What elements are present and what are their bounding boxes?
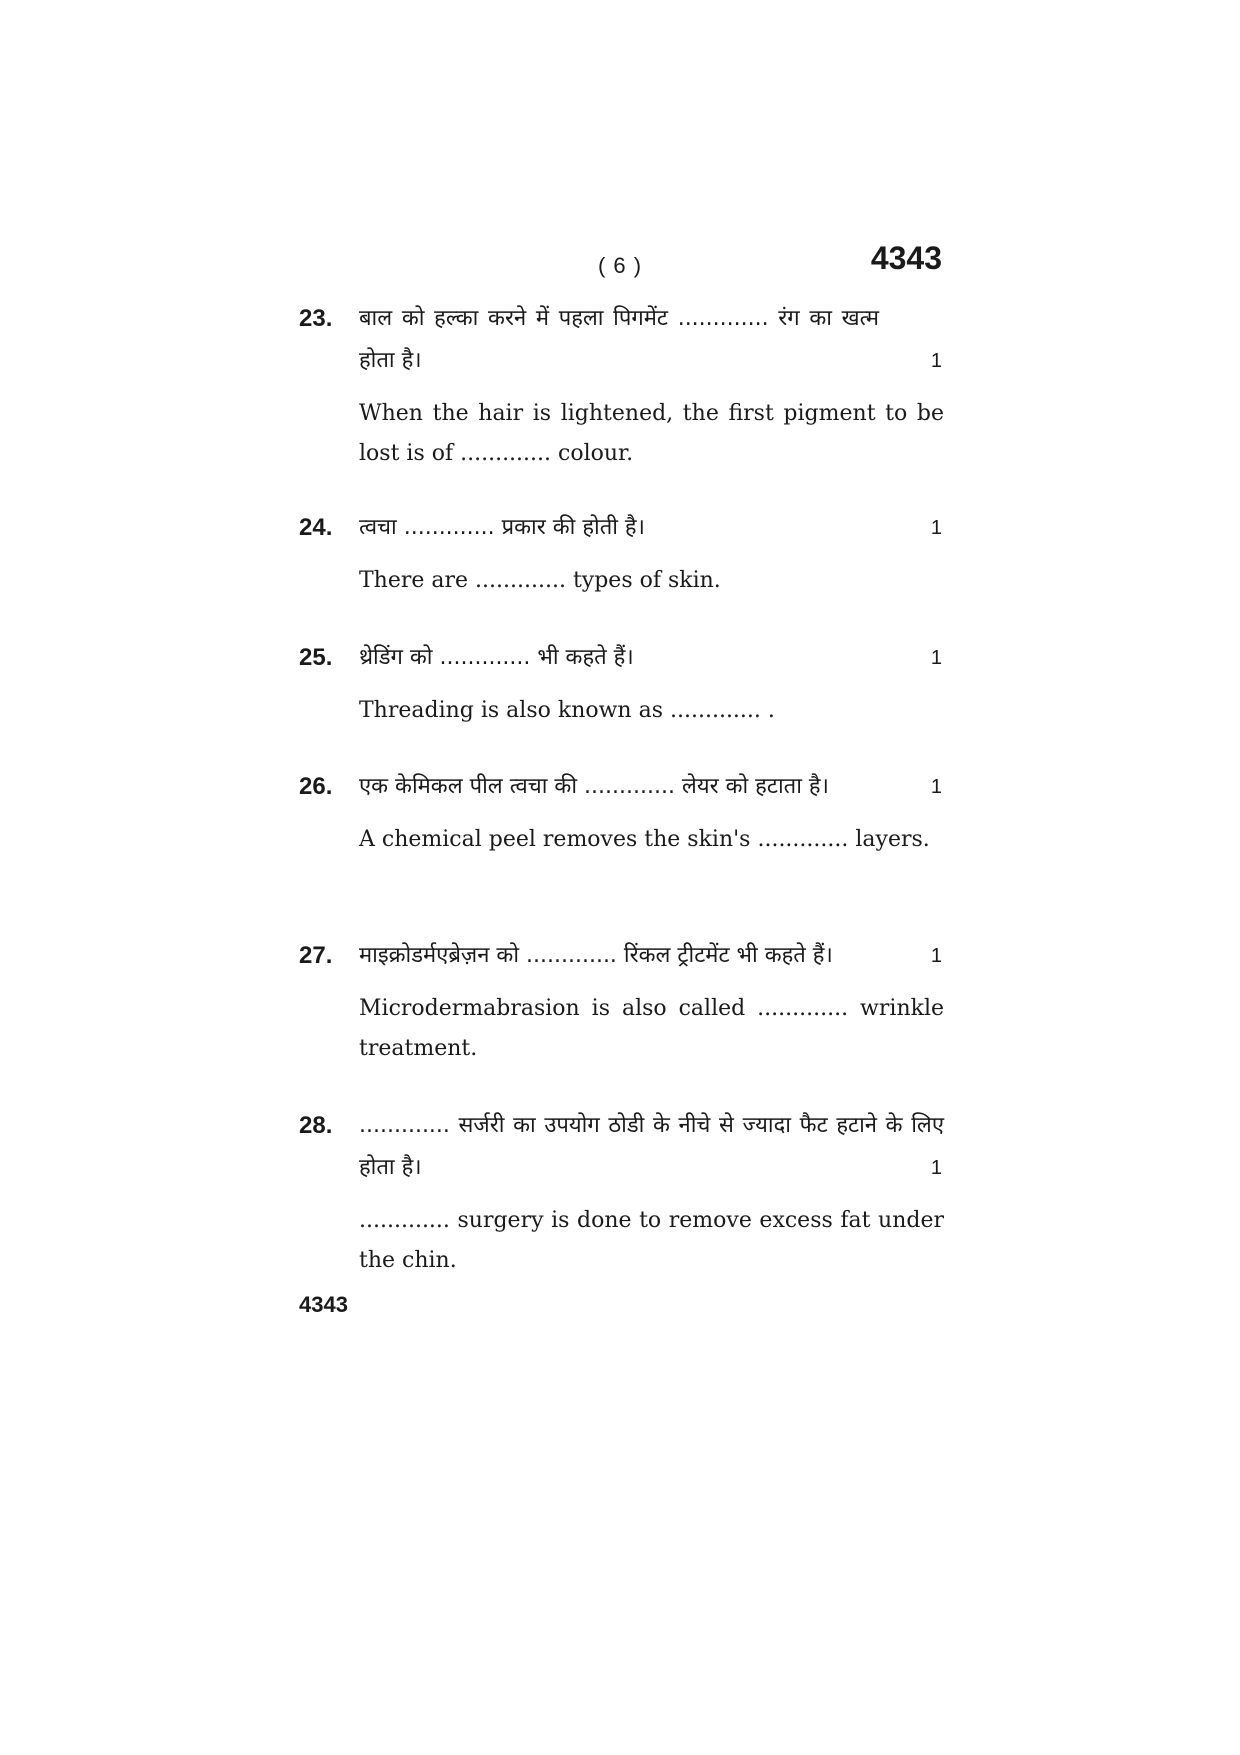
page-number: ( 6 ) <box>597 253 643 278</box>
question-marks: 1 <box>930 350 942 372</box>
question-marks: 1 <box>930 517 942 539</box>
question-number: 24. <box>299 514 333 541</box>
question-text-english: ............. surgery is done to remove excess fat under the chin. <box>359 1208 944 1273</box>
question-marks: 1 <box>930 647 942 669</box>
question-marks: 1 <box>930 776 942 798</box>
question-marks: 1 <box>930 945 942 967</box>
question-text-english: Threading is also known as ............. . <box>359 698 775 723</box>
question-text-english: Microdermabrasion is also called ............. wrinkle treatment. <box>359 996 944 1061</box>
question-text-hindi: थ्रेडिंग को ............. भी कहते हैं। <box>359 645 634 670</box>
question-number: 28. <box>299 1112 333 1139</box>
question-text-hindi: माइक्रोडर्मएब्रेज़न को ............. रिंकल ट्रीटमेंट भी कहते हैं। <box>359 943 833 968</box>
question-text-english: A chemical peel removes the skin's ............. layers. <box>359 827 930 852</box>
question-number: 23. <box>299 305 333 332</box>
question-number: 27. <box>299 942 333 969</box>
question-number: 26. <box>299 773 333 800</box>
question-marks: 1 <box>930 1157 942 1179</box>
question-text-hindi: ............. सर्जरी का उपयोग ठोडी के नीचे से ज्यादा फैट हटाने के लिए होता है। <box>359 1113 944 1180</box>
paper-code-footer: 4343 <box>299 1292 348 1317</box>
question-text-hindi: एक केमिकल पील त्वचा की ............. लेयर को हटाता है। <box>359 774 829 799</box>
question-text-english: There are ............. types of skin. <box>359 568 721 593</box>
paper-code-header: 4343 <box>870 240 942 276</box>
question-text-hindi: त्वचा ............. प्रकार की होती है। <box>359 515 645 540</box>
question-number: 25. <box>299 644 333 671</box>
question-text-english: When the hair is lightened, the first pigment to be lost is of ............. colour. <box>359 401 944 466</box>
question-text-hindi: बाल को हल्का करने में पहला पिगमेंट ............. रंग का खत्म होता है। <box>359 306 879 373</box>
